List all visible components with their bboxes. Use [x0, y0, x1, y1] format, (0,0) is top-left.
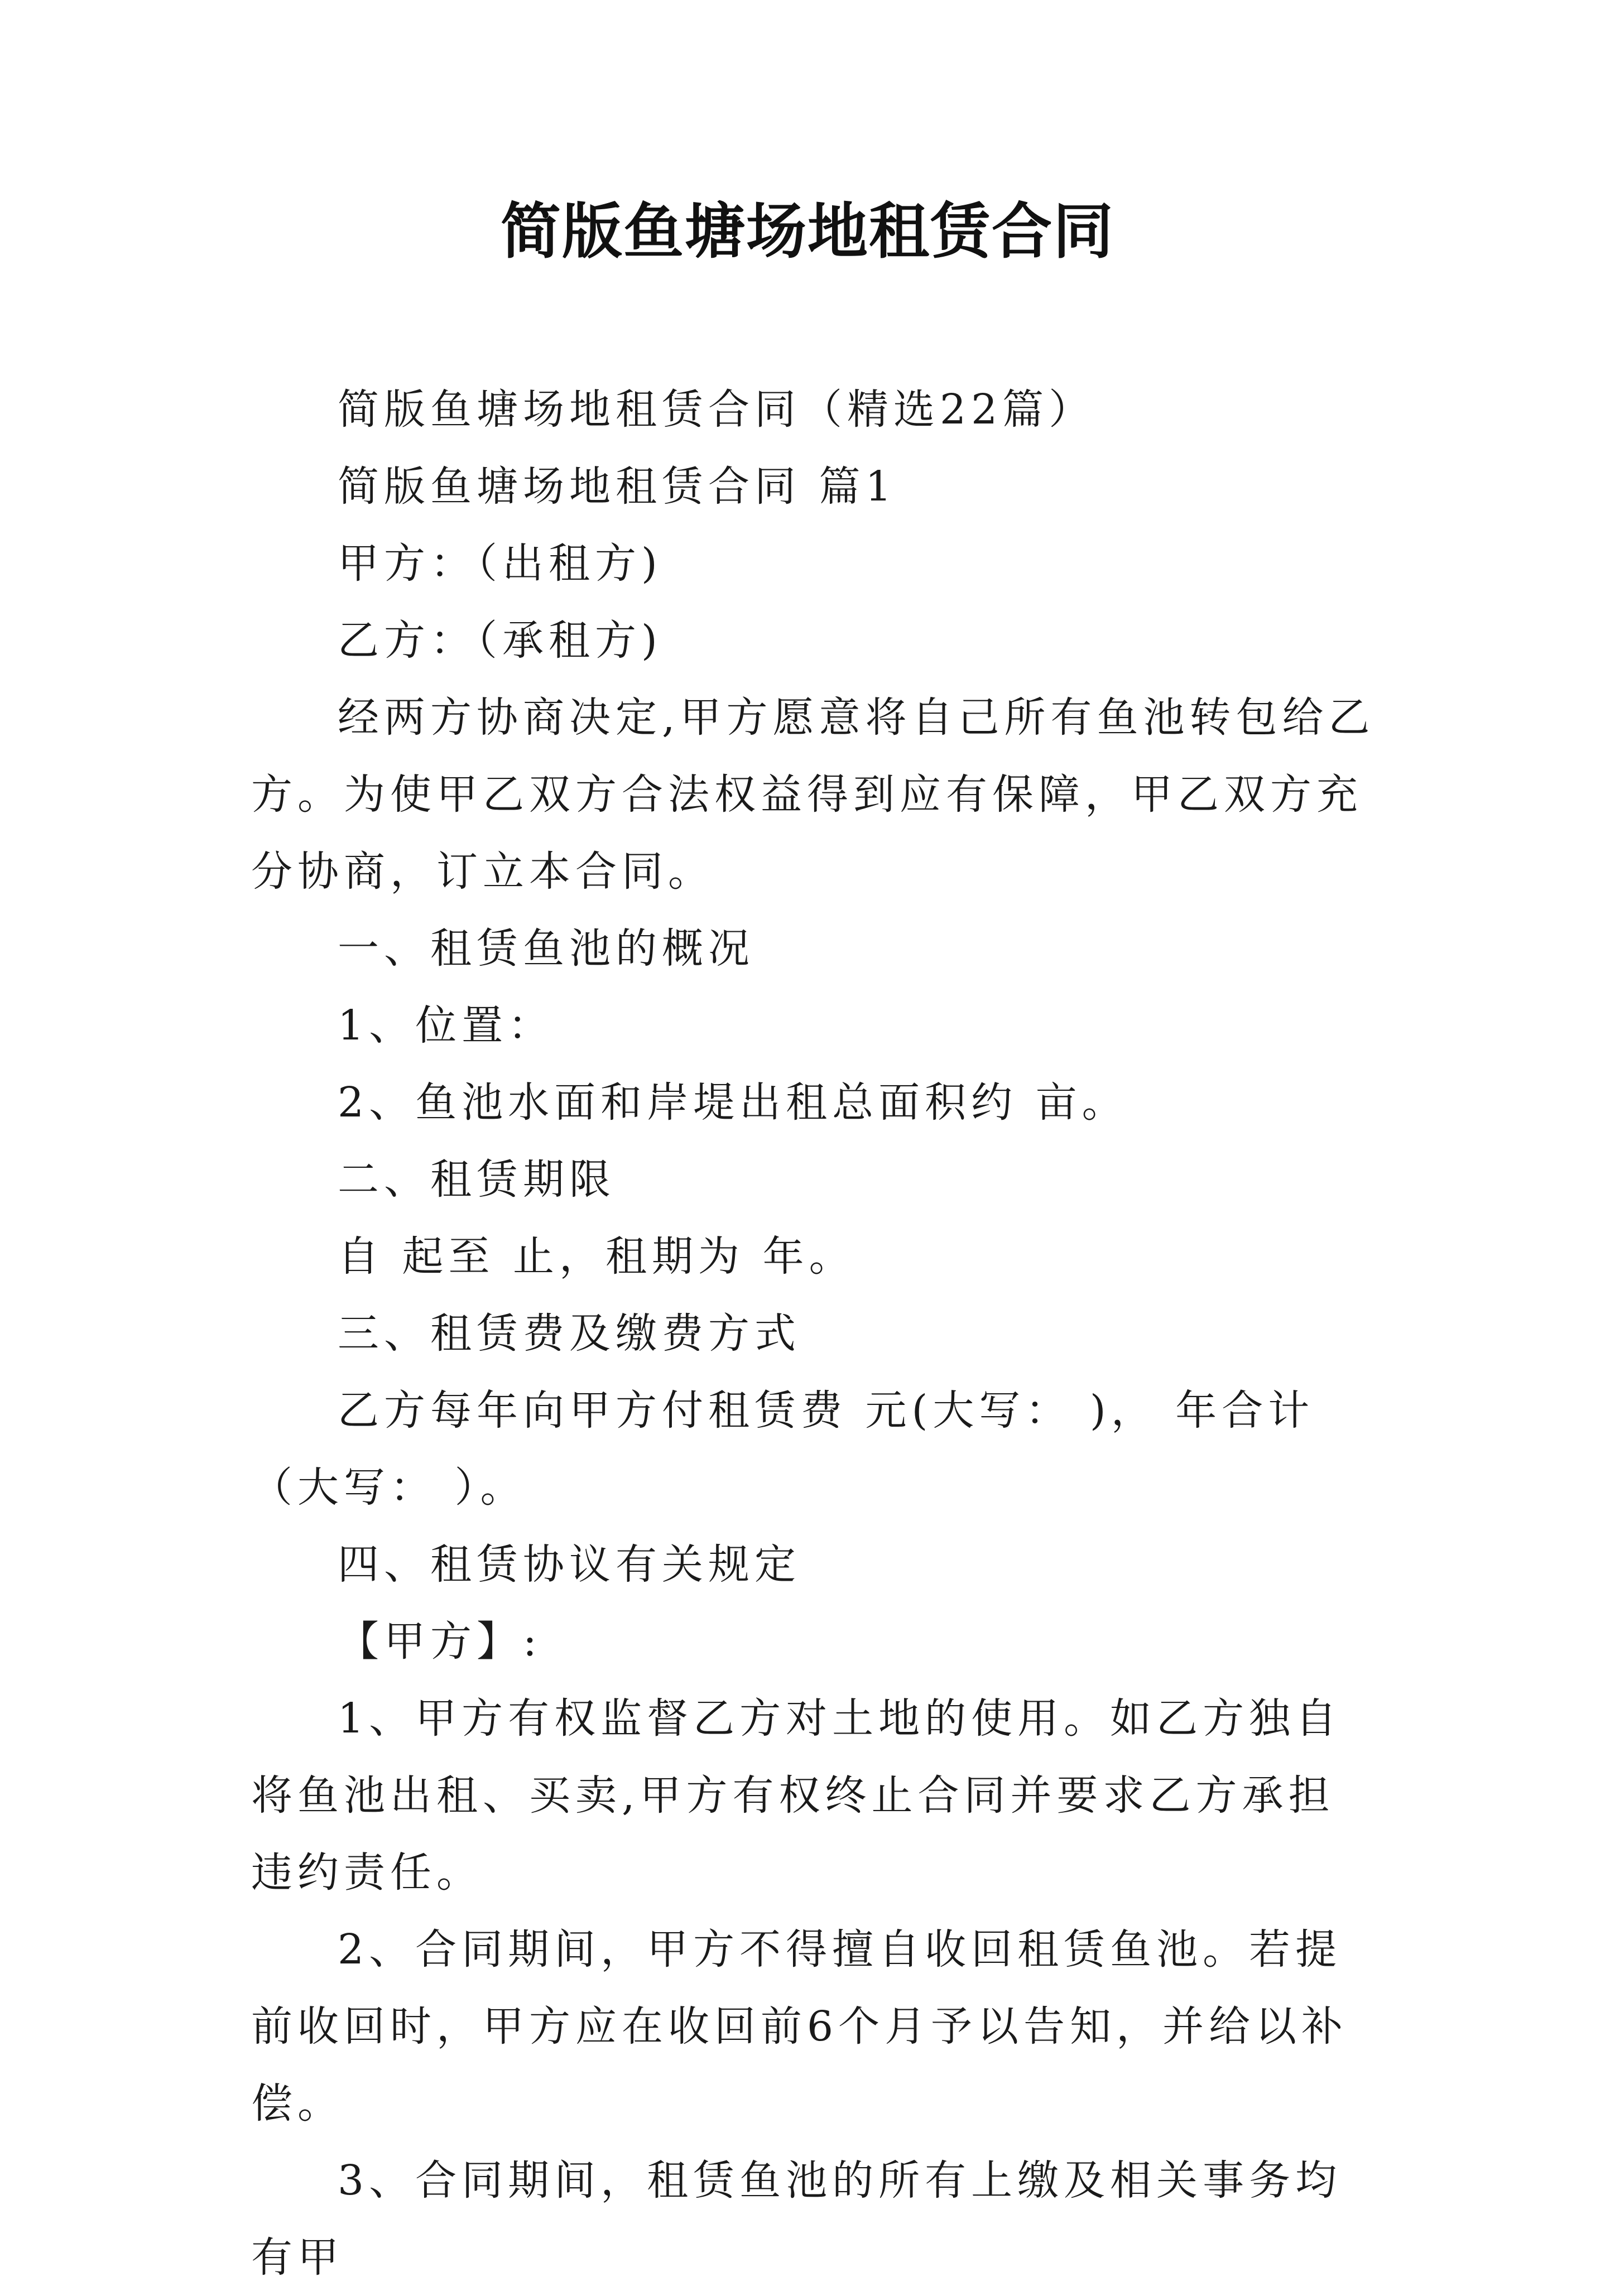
- paragraph-preamble: 经两方协商决定,甲方愿意将自己所有鱼池转包给乙方。为使甲乙双方合法权益得到应有保障，甲乙双方充分协商，订立本合同。: [251, 694, 1375, 896]
- paragraph-party-a-label: 【甲方】:: [338, 1618, 542, 1666]
- paragraph-clause-3: 3、合同期间，租赁鱼池的所有上缴及相关事务均有甲: [251, 2157, 1342, 2281]
- paragraph-clause-1: 1、甲方有权监督乙方对土地的使用。如乙方独自将鱼池出租、买卖,甲方有权终止合同并要求乙方承担违约责任。: [251, 1695, 1342, 1897]
- paragraph-heading-overview: 一、租赁鱼池的概况: [338, 925, 754, 973]
- paragraph-heading-term: 二、租赁期限: [338, 1156, 616, 1204]
- paragraph-subtitle: 简版鱼塘场地租赁合同（精选22篇）: [338, 386, 1095, 434]
- paragraph-heading-rules: 四、租赁协议有关规定: [338, 1541, 801, 1589]
- paragraph-fee: 乙方每年向甲方付租赁费 元(大写： )， 年合计（大写： ）。: [251, 1387, 1315, 1512]
- document-body: [251, 371, 1378, 2296]
- paragraph-area: 2、鱼池水面和岸堤出租总面积约 亩。: [338, 1079, 1128, 1127]
- paragraph-party-a: 甲方：（出租方): [338, 540, 662, 588]
- paragraph-heading-fee: 三、租赁费及缴费方式: [338, 1310, 801, 1358]
- paragraph-term: 自 起至 止，租期为 年。: [338, 1233, 855, 1281]
- paragraph-section-heading: 简版鱼塘场地租赁合同 篇1: [338, 463, 897, 511]
- paragraph-location: 1、位置：: [338, 1002, 555, 1050]
- paragraph-clause-2: 2、合同期间，甲方不得擅自收回租赁鱼池。若提前收回时，甲方应在收回前6个月予以告知，并给以补偿。: [251, 1926, 1348, 2127]
- document-title: 简版鱼塘场地租赁合同: [500, 196, 1114, 267]
- paragraph-party-b: 乙方：（承租方): [338, 617, 662, 665]
